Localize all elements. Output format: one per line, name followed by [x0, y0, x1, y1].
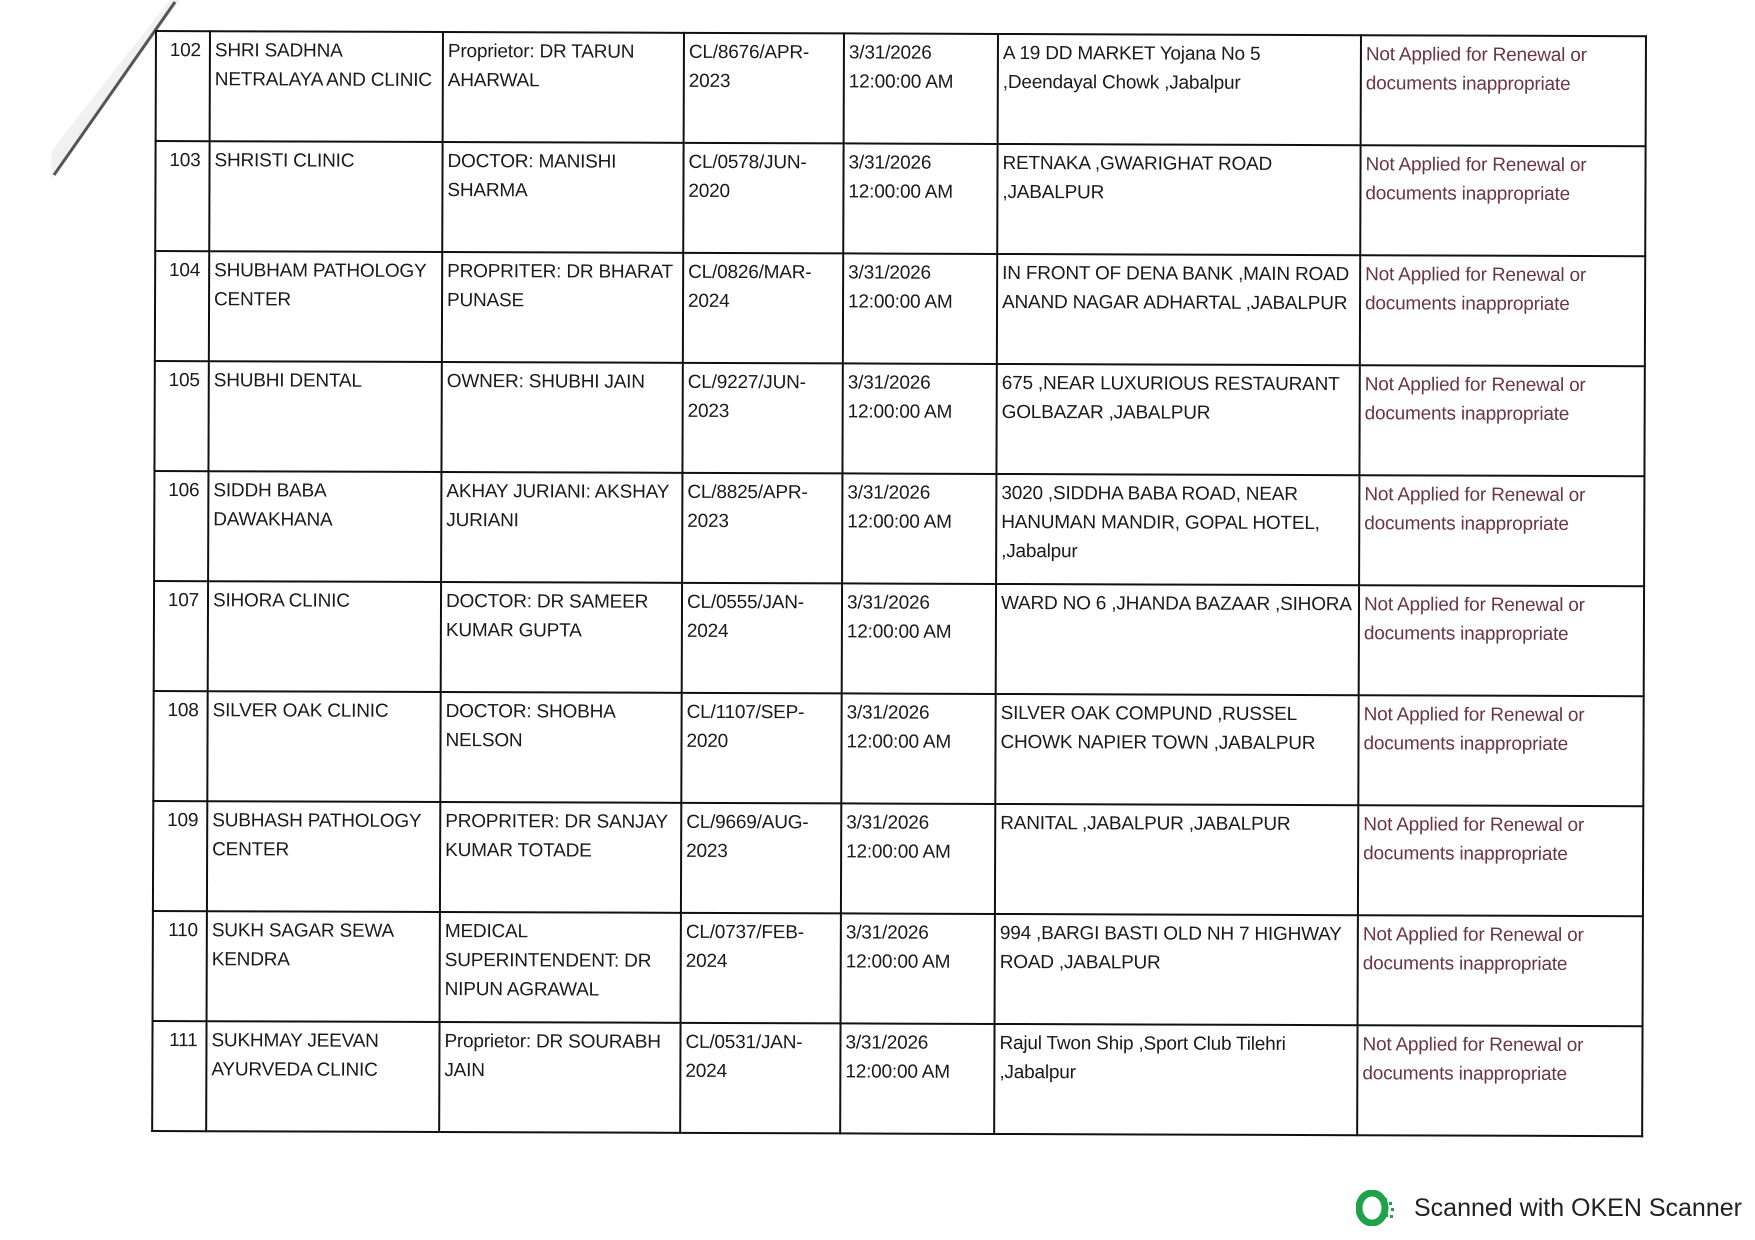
expiry-date-cell: 3/31/2026 12:00:00 AM	[842, 583, 996, 694]
address-cell: Rajul Twon Ship ,Sport Club Tilehri ,Jabalpur	[994, 1024, 1357, 1135]
serial-number-cell: 108	[153, 691, 207, 801]
expiry-date-cell: 3/31/2026 12:00:00 AM	[840, 1023, 994, 1134]
license-number-cell: CL/0826/MAR-2024	[683, 253, 843, 364]
owner-name-cell: DOCTOR: DR SAMEER KUMAR GUPTA	[441, 582, 682, 693]
license-number-cell: CL/0555/JAN-2024	[682, 583, 842, 694]
renewal-status-cell: Not Applied for Renewal or documents inappropriate	[1360, 255, 1645, 366]
owner-name-cell: DOCTOR: SHOBHA NELSON	[440, 692, 681, 803]
owner-name-cell: PROPRITER: DR SANJAY KUMAR TOTADE	[440, 802, 681, 913]
address-cell: 994 ,BARGI BASTI OLD NH 7 HIGHWAY ROAD ,JABALPUR	[995, 914, 1358, 1025]
table-row	[153, 801, 1643, 916]
serial-number-cell: 103	[155, 141, 209, 251]
expiry-date-cell: 3/31/2026 12:00:00 AM	[841, 913, 995, 1024]
license-number-cell: CL/9669/AUG-2023	[681, 803, 841, 914]
renewal-status-cell: Not Applied for Renewal or documents inappropriate	[1361, 35, 1646, 146]
expiry-date-cell: 3/31/2026 12:00:00 AM	[842, 473, 996, 584]
expiry-date-cell: 3/31/2026 12:00:00 AM	[841, 693, 995, 804]
clinic-name-cell: SHUBHAM PATHOLOGY CENTER	[209, 251, 442, 362]
table-row	[153, 911, 1643, 1026]
scanner-watermark	[1356, 1190, 1742, 1226]
clinic-name-cell: SUKHMAY JEEVAN AYURVEDA CLINIC	[206, 1021, 439, 1132]
address-cell: 675 ,NEAR LUXURIOUS RESTAURANT GOLBAZAR ,JABALPUR	[996, 364, 1359, 475]
oken-logo-icon	[1356, 1190, 1400, 1226]
renewal-status-cell: Not Applied for Renewal or documents inappropriate	[1359, 365, 1644, 476]
table-row	[152, 1021, 1642, 1136]
renewal-status-cell: Not Applied for Renewal or documents inappropriate	[1358, 915, 1643, 1026]
table-row	[154, 471, 1644, 586]
renewal-status-cell: Not Applied for Renewal or documents inappropriate	[1358, 695, 1643, 806]
renewal-status-cell: Not Applied for Renewal or documents inappropriate	[1359, 585, 1644, 696]
owner-name-cell: AKHAY JURIANI: AKSHAY JURIANI	[441, 472, 682, 583]
clinic-name-cell: SILVER OAK CLINIC	[207, 691, 440, 802]
license-number-cell: CL/1107/SEP-2020	[681, 693, 841, 804]
table-row	[155, 141, 1645, 256]
address-cell: 3020 ,SIDDHA BABA ROAD, NEAR HANUMAN MANDIR, GOPAL HOTEL, ,Jabalpur	[996, 474, 1359, 585]
table-row	[155, 251, 1645, 366]
serial-number-cell: 106	[154, 471, 208, 581]
expiry-date-cell: 3/31/2026 12:00:00 AM	[842, 363, 996, 474]
clinic-name-cell: SHRI SADHNA NETRALAYA AND CLINIC	[210, 31, 443, 142]
address-cell: SILVER OAK COMPUND ,RUSSEL CHOWK NAPIER TOWN ,JABALPUR	[995, 694, 1358, 805]
address-cell: IN FRONT OF DENA BANK ,MAIN ROAD ANAND NAGAR ADHARTAL ,JABALPUR	[997, 254, 1360, 365]
clinic-name-cell: SHRISTI CLINIC	[209, 141, 442, 252]
license-number-cell: CL/0531/JAN-2024	[680, 1023, 840, 1134]
expiry-date-cell: 3/31/2026 12:00:00 AM	[841, 803, 995, 914]
expiry-date-cell: 3/31/2026 12:00:00 AM	[843, 143, 997, 254]
clinic-name-cell: SUBHASH PATHOLOGY CENTER	[207, 801, 440, 912]
license-number-cell: CL/0578/JUN-2020	[683, 143, 843, 254]
owner-name-cell: Proprietor: DR TARUN AHARWAL	[443, 32, 684, 143]
table-row	[156, 31, 1646, 146]
owner-name-cell: OWNER: SHUBHI JAIN	[441, 362, 682, 473]
license-number-cell: CL/8825/APR-2023	[682, 473, 842, 584]
table-row	[154, 361, 1644, 476]
clinic-name-cell: SHUBHI DENTAL	[208, 361, 441, 472]
renewal-status-cell: Not Applied for Renewal or documents inappropriate	[1358, 805, 1643, 916]
clinic-name-cell: SUKH SAGAR SEWA KENDRA	[207, 911, 440, 1022]
serial-number-cell: 110	[153, 911, 207, 1021]
license-number-cell: CL/0737/FEB-2024	[681, 913, 841, 1024]
owner-name-cell: MEDICAL SUPERINTENDENT: DR NIPUN AGRAWAL	[440, 912, 681, 1023]
table-row	[154, 581, 1644, 696]
renewal-status-cell: Not Applied for Renewal or documents inappropriate	[1359, 475, 1644, 586]
address-cell: RETNAKA ,GWARIGHAT ROAD ,JABALPUR	[997, 144, 1360, 255]
clinic-table	[151, 30, 1647, 1137]
renewal-status-cell: Not Applied for Renewal or documents inappropriate	[1357, 1025, 1642, 1136]
serial-number-cell: 105	[154, 361, 208, 471]
table-row	[153, 691, 1643, 806]
serial-number-cell: 107	[154, 581, 208, 691]
serial-number-cell: 111	[152, 1021, 206, 1131]
expiry-date-cell: 3/31/2026 12:00:00 AM	[843, 253, 997, 364]
license-number-cell: CL/8676/APR-2023	[684, 33, 844, 144]
address-cell: WARD NO 6 ,JHANDA BAZAAR ,SIHORA	[996, 584, 1359, 695]
clinic-name-cell: SIHORA CLINIC	[208, 581, 441, 692]
owner-name-cell: DOCTOR: MANISHI SHARMA	[442, 142, 683, 253]
scanner-watermark-text: Scanned with OKEN Scanner	[1414, 1193, 1742, 1222]
serial-number-cell: 109	[153, 801, 207, 911]
clinic-name-cell: SIDDH BABA DAWAKHANA	[208, 471, 441, 582]
expiry-date-cell: 3/31/2026 12:00:00 AM	[844, 33, 998, 144]
owner-name-cell: Proprietor: DR SOURABH JAIN	[439, 1022, 680, 1133]
serial-number-cell: 102	[156, 31, 210, 141]
owner-name-cell: PROPRITER: DR BHARAT PUNASE	[442, 252, 683, 363]
serial-number-cell: 104	[155, 251, 209, 361]
address-cell: A 19 DD MARKET Yojana No 5 ,Deendayal Chowk ,Jabalpur	[998, 34, 1361, 145]
renewal-status-cell: Not Applied for Renewal or documents inappropriate	[1360, 145, 1645, 256]
address-cell: RANITAL ,JABALPUR ,JABALPUR	[995, 804, 1358, 915]
license-number-cell: CL/9227/JUN-2023	[682, 363, 842, 474]
